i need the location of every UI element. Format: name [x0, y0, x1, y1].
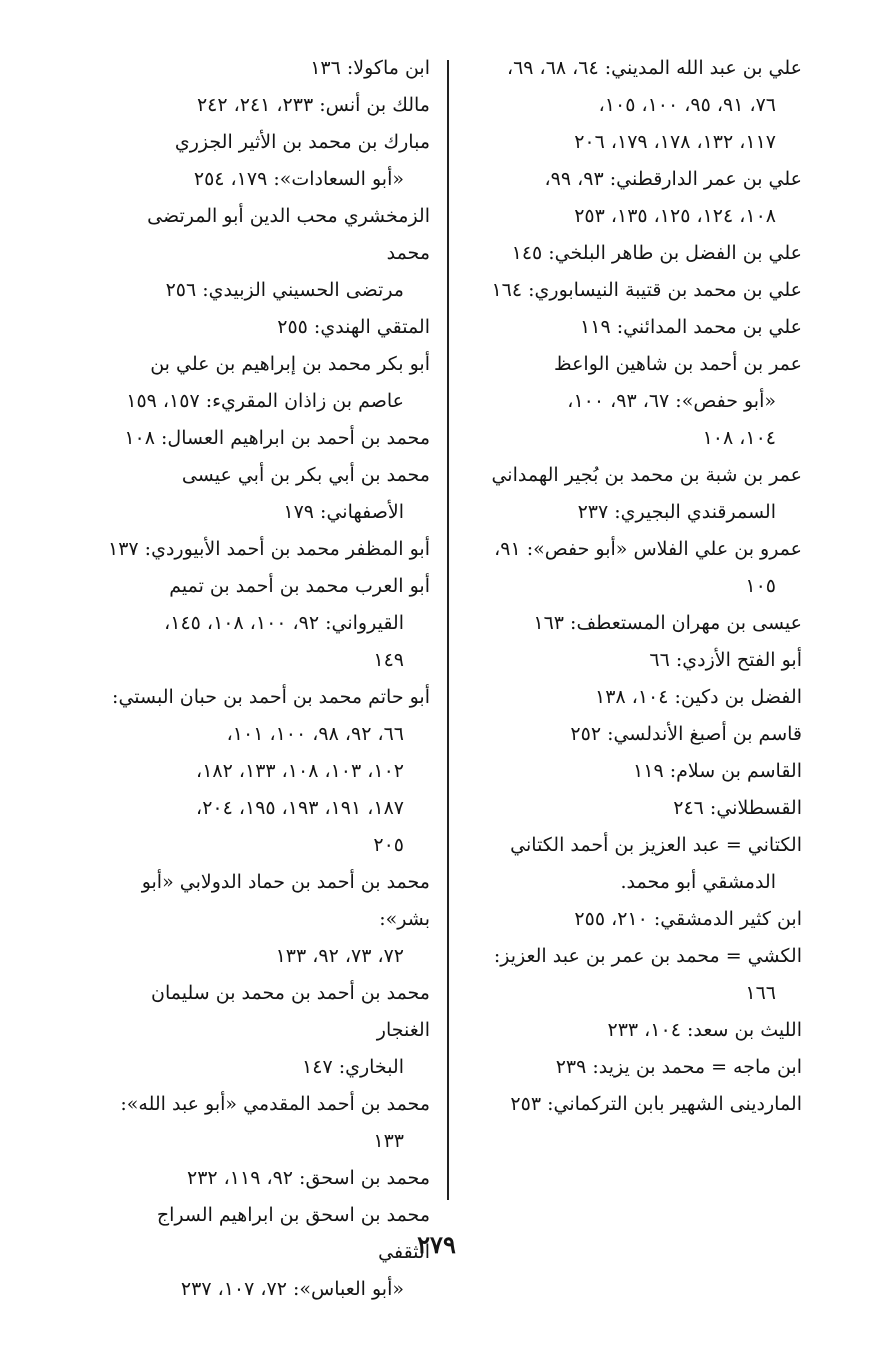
- index-entry-continuation: السمرقندي البجيري: ٢٣٧: [577, 501, 776, 523]
- index-entry-continuation: ١٣٣: [373, 1130, 404, 1152]
- index-entry-heading: علي بن محمد بن قتيبة النيسابوري: ١٦٤: [491, 279, 802, 301]
- index-entry-heading: عمرو بن علي الفلاس «أبو حفص»: ٩١،: [494, 538, 802, 560]
- index-entry-continuation: الدمشقي أبو محمد.: [620, 871, 776, 893]
- index-entry: [470, 901, 802, 938]
- index-entry-continuation: ٢٠٥: [373, 834, 404, 856]
- index-entry-heading: الليث بن سعد: ١٠٤، ٢٣٣: [607, 1019, 802, 1041]
- index-entry-heading: مالك بن أنس: ٢٣٣، ٢٤١، ٢٤٢: [196, 94, 430, 116]
- index-entry-continuation: ٧٦، ٩١، ٩٥، ١٠٠، ١٠٥،: [598, 94, 776, 116]
- index-entry: [470, 605, 802, 642]
- index-entry-heading: أبو الفتح الأزدي: ٦٦: [649, 649, 802, 671]
- index-entry-heading: محمد بن أحمد بن محمد بن سليمان الغنجار: [151, 982, 430, 1041]
- index-entry: [470, 642, 802, 679]
- index-entry-heading: الكشي = محمد بن عمر بن عبد العزيز:: [493, 945, 802, 967]
- index-entry-continuation: ٦٦، ٩٢، ٩٨، ١٠٠، ١٠١،: [226, 723, 404, 745]
- index-entry-heading: الفضل بن دكين: ١٠٤، ١٣٨: [595, 686, 802, 708]
- index-entry-continuation: ١٠٢، ١٠٣، ١٠٨، ١٣٣، ١٨٢،: [196, 760, 404, 782]
- index-entry: [470, 50, 802, 161]
- index-entry-heading: علي بن عمر الدارقطني: ٩٣، ٩٩،: [544, 168, 802, 190]
- index-entry: [470, 1086, 802, 1123]
- index-entry-continuation: الأصفهاني: ١٧٩: [283, 501, 404, 523]
- index-entry-continuation: ١٤٩: [373, 649, 404, 671]
- index-entry: [100, 679, 430, 864]
- index-entry: [470, 161, 802, 235]
- index-entry-heading: القاسم بن سلام: ١١٩: [633, 760, 802, 782]
- index-entry-heading: القسطلاني: ٢٤٦: [673, 797, 802, 819]
- index-column-left: [100, 50, 430, 1308]
- index-entry: [470, 827, 802, 901]
- index-entry-heading: محمد بن أبي بكر بن أبي عيسى: [181, 464, 430, 486]
- index-entry-continuation: البخاري: ١٤٧: [302, 1056, 404, 1078]
- index-entry-heading: قاسم بن أصبغ الأندلسي: ٢٥٢: [570, 723, 802, 745]
- page-number: ٢٧٩: [417, 1230, 456, 1259]
- index-entry-heading: عمر بن شبة بن محمد بن بُجير الهمداني: [491, 464, 802, 486]
- index-entry-continuation: ٧٢، ٧٣، ٩٢، ١٣٣: [275, 945, 404, 967]
- index-entry: [100, 531, 430, 568]
- index-entry: [100, 87, 430, 124]
- index-entry: [100, 975, 430, 1086]
- index-entry-continuation: مرتضى الحسيني الزبيدي: ٢٥٦: [165, 279, 404, 301]
- index-entry-heading: ابن ماكولا: ١٣٦: [310, 57, 430, 79]
- index-entry: [100, 50, 430, 87]
- index-entry-heading: علي بن عبد الله المديني: ٦٤، ٦٨، ٦٩،: [506, 57, 802, 79]
- index-entry-continuation: «أبو حفص»: ٦٧، ٩٣، ١٠٠،: [567, 390, 776, 412]
- index-entry: [100, 346, 430, 420]
- index-entry-heading: ابن ماجه = محمد بن يزيد: ٢٣٩: [555, 1056, 802, 1078]
- index-entry: [470, 346, 802, 457]
- index-entry: [470, 531, 802, 605]
- index-entry-heading: محمد بن اسحق: ٩٢، ١١٩، ٢٣٢: [187, 1167, 430, 1189]
- index-entry: [470, 272, 802, 309]
- index-entry: [100, 309, 430, 346]
- index-entry-heading: أبو بكر محمد بن إبراهيم بن علي بن: [150, 353, 430, 375]
- index-entry: [470, 309, 802, 346]
- index-entry-continuation: «أبو العباس»: ٧٢، ١٠٧، ٢٣٧: [180, 1278, 404, 1300]
- index-entry-continuation: ١١٧، ١٣٢، ١٧٨، ١٧٩، ٢٠٦: [574, 131, 776, 153]
- index-entry-continuation: ١٠٤، ١٠٨: [702, 427, 776, 449]
- index-entry: [470, 1049, 802, 1086]
- index-entry-heading: علي بن محمد المدائني: ١١٩: [580, 316, 802, 338]
- index-entry: [100, 864, 430, 975]
- index-entry-heading: عمر بن أحمد بن شاهين الواعظ: [554, 353, 802, 375]
- index-entry-heading: محمد بن أحمد المقدمي «أبو عبد الله»:: [120, 1093, 430, 1115]
- index-column-right: [470, 50, 802, 1123]
- index-entry: [470, 1012, 802, 1049]
- index-entry-continuation: ١٨٧، ١٩١، ١٩٣، ١٩٥، ٢٠٤،: [196, 797, 404, 819]
- column-divider: [447, 60, 449, 1200]
- index-entry: [470, 679, 802, 716]
- index-entry: [470, 753, 802, 790]
- index-entry-heading: الماردينى الشهير بابن التركماني: ٢٥٣: [510, 1093, 802, 1115]
- index-entry: [470, 235, 802, 272]
- index-entry-heading: ابن كثير الدمشقي: ٢١٠، ٢٥٥: [574, 908, 802, 930]
- index-entry-heading: محمد بن أحمد بن حماد الدولابي «أبو بشر»:: [141, 871, 430, 930]
- index-entry-continuation: «أبو السعادات»: ١٧٩، ٢٥٤: [193, 168, 404, 190]
- index-entry-heading: أبو المظفر محمد بن أحمد الأبيوردي: ١٣٧: [108, 538, 430, 560]
- index-entry-continuation: ١٠٨، ١٢٤، ١٢٥، ١٣٥، ٢٥٣: [574, 205, 776, 227]
- index-entry-heading: محمد بن أحمد بن ابراهيم العسال: ١٠٨: [124, 427, 430, 449]
- index-entry-heading: مبارك بن محمد بن الأثير الجزري: [174, 131, 430, 153]
- index-entry-heading: أبو العرب محمد بن أحمد بن تميم: [169, 575, 430, 597]
- index-entry: [470, 938, 802, 1012]
- index-entry-continuation: القيرواني: ٩٢، ١٠٠، ١٠٨، ١٤٥،: [164, 612, 404, 634]
- index-entry-heading: عيسى بن مهران المستعطف: ١٦٣: [533, 612, 802, 634]
- index-entry-heading: أبو حاتم محمد بن أحمد بن حبان البستي:: [112, 686, 430, 708]
- index-entry-continuation: ١٠٥: [745, 575, 776, 597]
- index-entry: [100, 198, 430, 309]
- index-entry-heading: علي بن الفضل بن طاهر البلخي: ١٤٥: [511, 242, 802, 264]
- index-entry: [100, 457, 430, 531]
- index-entry-heading: محمد بن اسحق بن ابراهيم السراج الثقفي: [156, 1204, 430, 1263]
- index-entry: [100, 568, 430, 679]
- index-entry-continuation: عاصم بن زاذان المقريء: ١٥٧، ١٥٩: [126, 390, 404, 412]
- index-entry-heading: الكتاني = عبد العزيز بن أحمد الكتاني: [510, 834, 802, 856]
- index-entry: [100, 1160, 430, 1197]
- index-entry: [470, 457, 802, 531]
- index-entry-heading: الزمخشري محب الدين أبو المرتضى محمد: [147, 205, 430, 264]
- index-entry: [100, 124, 430, 198]
- index-entry-continuation: ١٦٦: [745, 982, 776, 1004]
- index-entry-heading: المتقي الهندي: ٢٥٥: [277, 316, 430, 338]
- index-entry: [100, 1086, 430, 1160]
- index-entry: [100, 420, 430, 457]
- index-entry: [470, 790, 802, 827]
- index-entry: [470, 716, 802, 753]
